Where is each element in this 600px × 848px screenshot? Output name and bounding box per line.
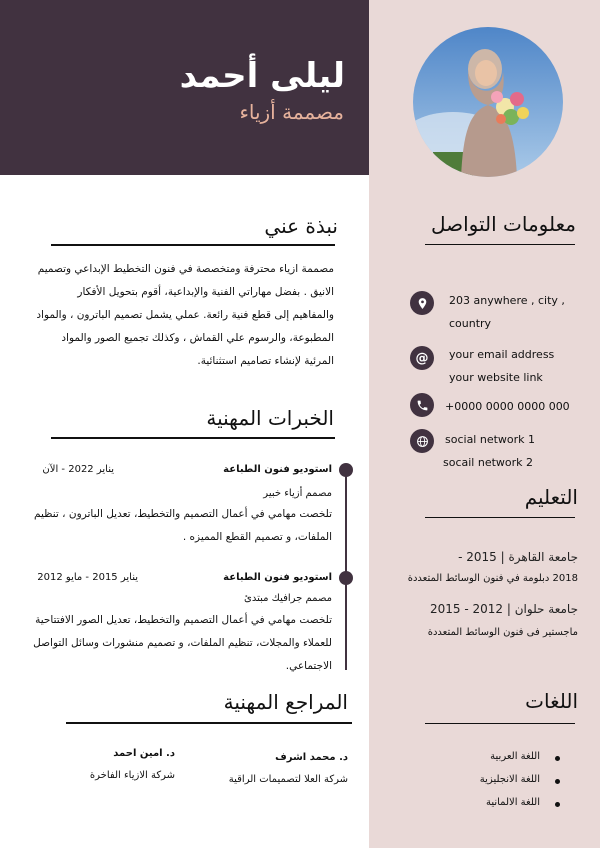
- contact-social1[interactable]: social network 1: [445, 433, 536, 446]
- job-title: مصممة أزياء: [239, 100, 344, 124]
- contact-heading: معلومات التواصل: [430, 212, 576, 236]
- experience-desc: [2, 503, 332, 549]
- education-school: جامعة حلوان | 2012 - 2015: [429, 602, 578, 616]
- experience-role: مصمم أزياء خبير: [263, 488, 332, 499]
- language-item: اللغة الالمانية: [485, 797, 540, 808]
- language-bullet: [555, 779, 560, 784]
- language-item: اللغة العربية: [490, 751, 540, 762]
- about-text: [14, 258, 334, 373]
- about-line: الانيق . بفضل مهاراتي الفنية والإبداعية، أقوم بتحويل الأفكار: [77, 286, 334, 298]
- education-degree: ماجستير فى فنون الوسائط المتعددة: [427, 627, 578, 638]
- experience-desc: [2, 609, 332, 678]
- location-pin-icon: [410, 291, 434, 315]
- globe-icon: [410, 429, 434, 453]
- contact-phone[interactable]: +0000 0000 0000 000: [445, 400, 570, 413]
- experience-desc-line: تلخصت مهامي في أعمال التصميم والتخطيط، تعديل الباترون ، تنظيم: [33, 508, 332, 520]
- experience-dates: يناير 2015 - مايو 2012: [37, 572, 138, 583]
- contact-website[interactable]: your website link: [449, 371, 543, 384]
- about-line: المرئية لإنشاء تصاميم استثنائية.: [197, 355, 334, 367]
- experience-company: استوديو فنون الطباعة: [223, 572, 332, 583]
- reference-org: شركة الازياء الفاخرة: [89, 770, 175, 781]
- about-line: المطبوعة، والرسوم علي القماش ، وكذلك تجميع الصور والمواد: [61, 332, 334, 344]
- education-school: جامعة القاهرة | 2015 -: [458, 550, 578, 564]
- experience-company: استوديو فنون الطباعة: [223, 464, 332, 475]
- education-heading: التعليم: [524, 485, 578, 509]
- timeline-dot: [339, 571, 353, 585]
- references-heading: المراجع المهنية: [223, 690, 348, 714]
- reference-org: شركة العلا لتصميمات الراقية: [228, 774, 348, 785]
- languages-heading: اللغات: [525, 689, 578, 713]
- experience-desc-line: الملفات، و تصميم القطع المميزه .: [182, 531, 332, 543]
- person-name: ليلى أحمد: [179, 56, 345, 96]
- experience-role: مصمم جرافيك مبتدئ: [244, 593, 332, 604]
- about-heading: نبذة عني: [264, 214, 338, 238]
- experience-desc-line: تلخصت مهامي في أعمال التصميم والتخطيط، تعديل الصور الافتتاحية: [35, 614, 332, 626]
- reference-name: د. امين احمد: [113, 748, 175, 759]
- experience-desc-line: للعملاء والمجلات، تنظيم الملفات، و تصميم منشورات وسائل التواصل: [33, 637, 332, 649]
- education-degree: 2018 دبلومة في فنون الوسائط المتعددة: [407, 573, 578, 584]
- timeline-dot: [339, 463, 353, 477]
- experience-rule: [51, 437, 335, 439]
- timeline-line: [345, 470, 347, 670]
- contact-address-line2: country: [449, 317, 492, 330]
- language-bullet: [555, 756, 560, 761]
- contact-email[interactable]: your email address: [449, 348, 555, 361]
- contact-address-line1: 203 anywhere , city ,: [449, 294, 565, 307]
- experience-desc-line: الاجتماعي.: [285, 660, 332, 672]
- phone-icon: [410, 393, 434, 417]
- about-rule: [51, 244, 335, 246]
- contact-rule: [425, 244, 575, 245]
- contact-social2[interactable]: socail network 2: [443, 456, 534, 469]
- language-bullet: [555, 802, 560, 807]
- at-sign-icon: @: [410, 346, 434, 370]
- references-rule: [66, 722, 352, 724]
- about-line: مصممة ازياء محترفة ومتخصصة في فنون التخطيط الإبداعي وتصميم: [37, 263, 334, 275]
- reference-name: د. محمد اشرف: [275, 752, 348, 763]
- language-item: اللغة الانجليزية: [479, 774, 540, 785]
- profile-photo: [413, 27, 563, 177]
- experience-heading: الخبرات المهنية: [206, 406, 334, 430]
- about-line: والمفاهيم إلى قطع فنية رائعة. عملي يشمل تصميم الباترون ، والمواد: [36, 309, 334, 321]
- languages-rule: [425, 723, 575, 724]
- education-rule: [425, 517, 575, 518]
- experience-dates: يناير 2022 - الآن: [42, 464, 114, 475]
